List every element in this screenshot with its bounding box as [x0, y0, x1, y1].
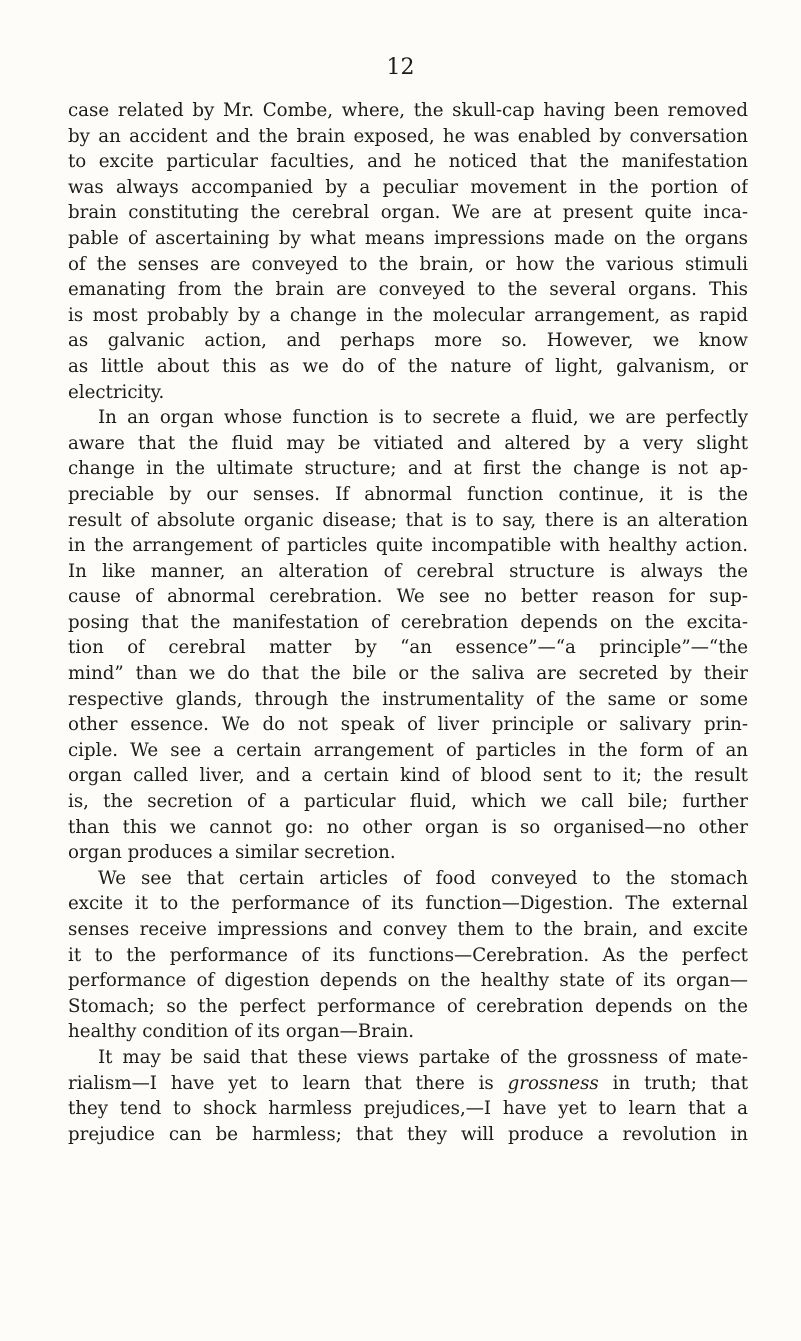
- text-line: it to the performance of its functions—Cerebration. As the perfect: [68, 944, 748, 966]
- text-line: case related by Mr. Combe, where, the skull-cap having been removed: [68, 100, 748, 121]
- text-line: other essence. We do not speak of liver principle or salivary prin-: [68, 714, 748, 736]
- text-line: in the arrangement of particles quite incompatible with healthy action.: [68, 535, 748, 557]
- text-line: excite it to the performance of its function—Digestion. The external: [68, 893, 748, 915]
- text-line: than this we cannot go: no other organ is so organised—no other: [68, 816, 748, 838]
- text-line: preciable by our senses. If abnormal function continue, it is the: [68, 483, 748, 505]
- text-line: mind” than we do that the bile or the saliva are secreted by their: [68, 663, 748, 685]
- text-line: In like manner, an alteration of cerebral structure is always the: [68, 560, 748, 582]
- text-line: they tend to shock harmless prejudices,—I have yet to learn that a: [68, 1098, 748, 1120]
- text-line: organ called liver, and a certain kind of blood sent to it; the result: [68, 765, 748, 787]
- text-line: was always accompanied by a peculiar movement in the portion of: [68, 176, 748, 198]
- text-line: healthy condition of its organ—Brain.: [68, 1021, 415, 1043]
- text-line: ciple. We see a certain arrangement of particles in the form of an: [68, 739, 748, 761]
- text-segment: rialism—I have yet to learn that there is: [68, 1072, 508, 1094]
- text-line: organ produces a similar secretion.: [68, 842, 396, 864]
- italic-text: grossness: [507, 1072, 599, 1094]
- text-line: to excite particular faculties, and he noticed that the manifestation: [68, 151, 748, 173]
- text-line: prejudice can be harmless; that they will produce a revolution in: [68, 1123, 748, 1145]
- text-line: aware that the fluid may be vitiated and altered by a very slight: [68, 432, 748, 454]
- text-line: of the senses are conveyed to the brain, or how the various stimuli: [68, 253, 748, 275]
- page-number: 12: [386, 55, 415, 80]
- text-line: is, the secretion of a particular fluid, which we call bile; further: [68, 791, 748, 813]
- text-line: [68, 1071, 748, 1097]
- text-line: cause of abnormal cerebration. We see no better reason for sup-: [68, 586, 748, 608]
- text-line: senses receive impressions and convey them to the brain, and excite: [68, 919, 748, 940]
- body-text: [68, 98, 748, 1147]
- text-line: It may be said that these views partake of the grossness of mate-: [98, 1046, 748, 1068]
- text-line: In an organ whose function is to secrete a fluid, we are perfectly: [98, 407, 748, 429]
- text-line: as galvanic action, and perhaps more so. However, we know: [68, 330, 748, 352]
- text-line: performance of digestion depends on the healthy state of its organ—: [68, 970, 748, 992]
- text-line: brain constituting the cerebral organ. We are at present quite inca-: [68, 202, 748, 224]
- text-segment: in truth; that: [598, 1072, 748, 1094]
- text-line: respective glands, through the instrumentality of the same or some: [68, 688, 748, 710]
- text-line: result of absolute organic disease; that is to say, there is an alteration: [68, 509, 748, 531]
- text-line: electricity.: [68, 381, 165, 403]
- text-line: Stomach; so the perfect performance of cerebration depends on the: [68, 995, 748, 1017]
- text-line: change in the ultimate structure; and at first the change is not ap-: [68, 458, 748, 480]
- text-line: by an accident and the brain exposed, he was enabled by conversation: [68, 125, 748, 147]
- text-line: as little about this as we do of the nature of light, galvanism, or: [68, 355, 748, 377]
- text-line: posing that the manifestation of cerebration depends on the excita-: [68, 611, 748, 633]
- text-line: We see that certain articles of food conveyed to the stomach: [98, 867, 748, 889]
- text-line: is most probably by a change in the molecular arrangement, as rapid: [68, 304, 748, 326]
- text-line: tion of cerebral matter by “an essence”—“a principle”—“the: [68, 637, 748, 659]
- text-line: emanating from the brain are conveyed to the several organs. This: [68, 279, 748, 301]
- text-line: pable of ascertaining by what means impressions made on the organs: [68, 227, 748, 249]
